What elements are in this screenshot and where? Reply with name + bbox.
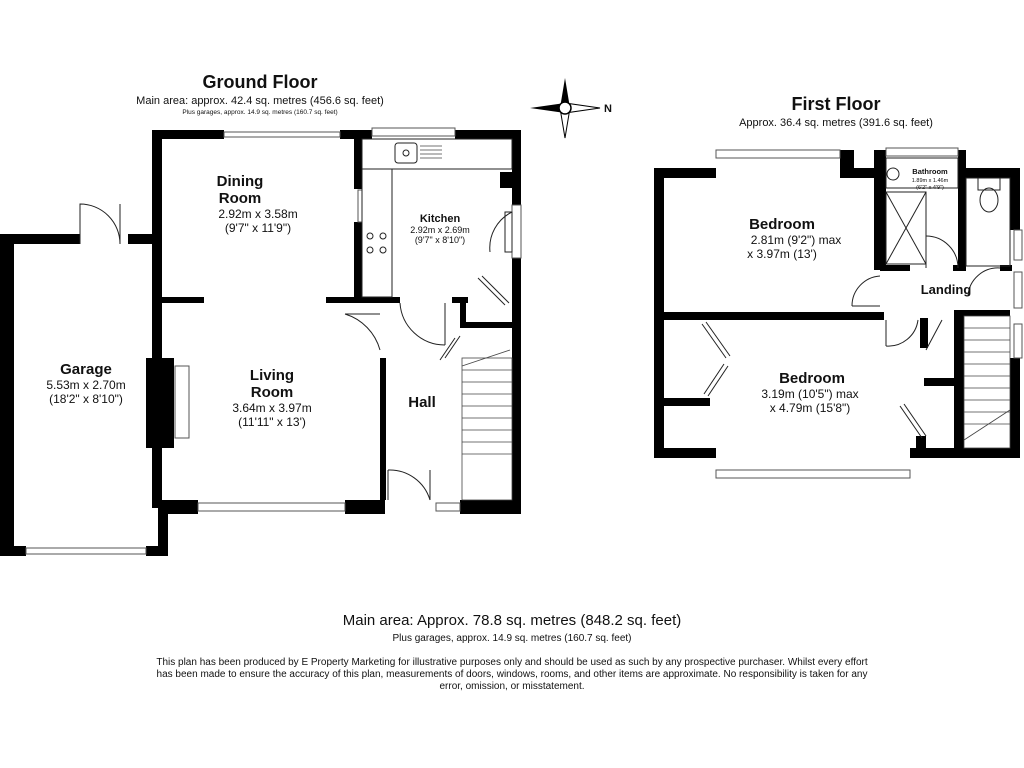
- first-floor-area: Approx. 36.4 sq. metres (391.6 sq. feet): [739, 117, 933, 129]
- first-floor-title: First Floor: [791, 94, 881, 114]
- ground-floor-doors: [80, 204, 512, 500]
- bedroom-2-label: Bedroom: [779, 370, 845, 387]
- ground-floor-title: Ground Floor: [202, 72, 318, 92]
- garage-label: Garage: [60, 361, 112, 378]
- garage-dim: 5.53m x 2.70m: [46, 378, 126, 392]
- total-plus-garages: Plus garages, approx. 14.9 sq. metres (160.7 sq. feet): [392, 633, 632, 644]
- hall-label: Hall: [408, 394, 436, 411]
- kitchen-dim: 2.92m x 2.69m: [410, 225, 470, 235]
- garage-dim-imperial: (18'2" x 8'10"): [49, 392, 123, 406]
- bedroom-2-dim: 3.19m (10'5") max: [761, 387, 859, 401]
- bedroom-1-label: Bedroom: [749, 216, 815, 233]
- ground-floor-windows: [26, 128, 521, 554]
- ground-floor-plus-garages: Plus garages, approx. 14.9 sq. metres (160.7 sq. feet): [182, 109, 338, 116]
- dining-room-label-1: Dining: [216, 173, 264, 190]
- bedroom-1-dim: 2.81m (9'2") max: [750, 233, 842, 247]
- disclaimer-text: This plan has been produced by E Property Marketing for illustrative purposes only and should be used as such by any prospective purchaser. Whilst every effort has been made to ensure the accuracy of this plan, measurements of doors, windows, rooms, and other items are approximate. No responsibility is taken for any error, omission, or misstatement.: [156, 657, 868, 692]
- total-main-area: Main area: Approx. 78.8 sq. metres (848.2 sq. feet): [342, 612, 682, 629]
- bedroom-1-dim-2: x 3.97m (13'): [747, 247, 817, 261]
- compass-north-label: N: [604, 103, 612, 115]
- living-room-dim: 3.64m x 3.97m: [232, 401, 312, 415]
- bedroom-2-dim-2: x 4.79m (15'8"): [769, 401, 851, 415]
- compass-icon: [530, 78, 600, 138]
- kitchen-dim-imperial: (9'7" x 8'10"): [414, 235, 466, 245]
- kitchen-label: Kitchen: [419, 213, 461, 225]
- dining-room-label-2: Room: [218, 190, 262, 207]
- living-room-label-2: Room: [250, 384, 294, 401]
- bathroom-dim: 1.89m x 1.46m: [911, 178, 949, 184]
- first-floor-stairs: [964, 316, 1010, 448]
- landing-label: Landing: [920, 282, 972, 297]
- ground-floor-stairs: [462, 350, 512, 500]
- ground-floor-main-area: Main area: approx. 42.4 sq. metres (456.6 sq. feet): [136, 95, 384, 107]
- dining-room-dim: 2.92m x 3.58m: [218, 207, 298, 221]
- bathroom-dim-imperial: (6'2" x 4'9"): [916, 185, 944, 191]
- bathroom-label: Bathroom: [912, 167, 948, 176]
- dining-room-dim-imperial: (9'7" x 11'9"): [224, 221, 292, 235]
- living-room-dim-imperial: (11'11" x 13'): [238, 415, 306, 429]
- living-room-label-1: Living: [249, 367, 295, 384]
